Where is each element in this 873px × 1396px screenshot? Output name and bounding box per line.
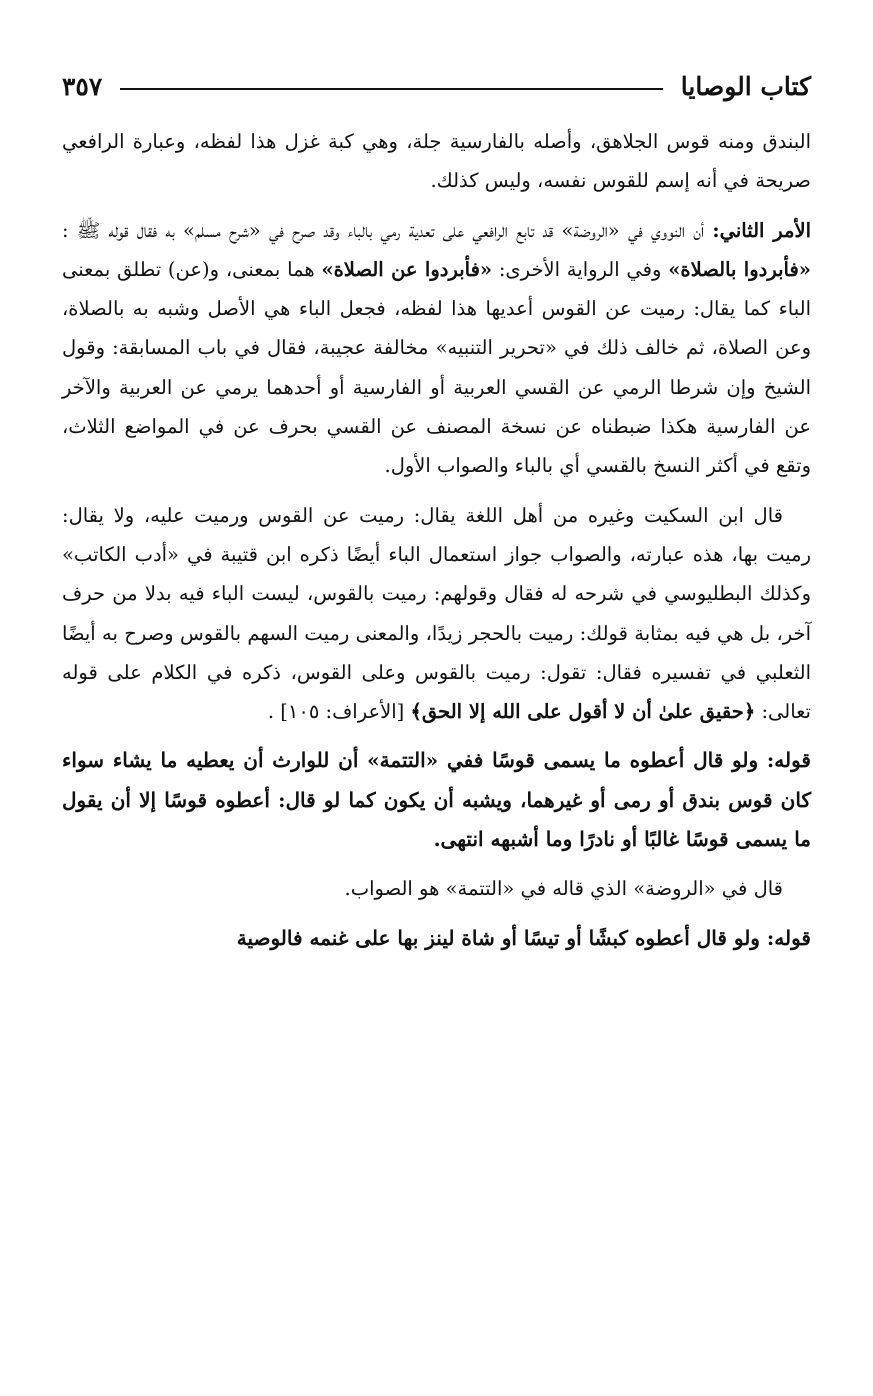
page-body	[62, 122, 811, 968]
paragraph-text: أن النووي في «الروضة» قد تابع الرافعي على تعدية رمي بالباء وقد صرح في «شرح مسلم» به فقال قوله ﷺ :	[62, 218, 713, 242]
paragraph-second-matter	[62, 211, 811, 486]
paragraph-ibn-sikkit	[62, 496, 811, 732]
page-number: ٣٥٧	[62, 71, 103, 101]
hadith-quote: «فأبردوا عن الصلاة»	[321, 257, 493, 281]
paragraph-text: وفي الرواية الأخرى:	[492, 257, 669, 281]
running-title: كتاب الوصايا	[680, 71, 811, 101]
paragraph-quote-ram: قوله: ولو قال أعطوه كبشًا أو تيسًا أو شاة لينز بها على غنمه فالوصية	[236, 925, 811, 950]
paragraph-text: هما بمعنى، و(عن) تطلق بمعنى الباء كما يقال: رميت عن القوس أعديها هذا لفظه، فجعل الباء هي الأصل وشبه به بالصلاة، وعن الصلاة، ثم خالف ذلك في «تحرير التنبيه» مخالفة عجيبة، فقال في باب المسابقة: وقول الشيخ وإن شرطا الرمي عن القسي العربية أو الفارسية أو أحدهما يرمي عن العربية والآخر عن الفارسية هكذا ضبطناه عن نسخة المصنف عن القسي بحرف عن في المواضع الثلاث، وتقع في أكثر النسخ بالقسي أي بالباء والصواب الأول.	[62, 257, 811, 478]
page-header	[62, 66, 811, 106]
section-lead: الأمر الثاني:	[712, 218, 811, 242]
quran-verse: ﴿حقيق علىٰ أن لا أقول على الله إلا الحق﴾	[410, 700, 756, 724]
header-rule	[120, 88, 663, 90]
paragraph-text: قال ابن السكيت وغيره من أهل اللغة يقال: رميت عن القوس ورميت عليه، ولا يقال: رميت بها، هذه عبارته، والصواب جواز استعمال الباء أيضًا ذكره ابن قتيبة في «أدب الكاتب» وكذلك البطليوسي في شرحه له فقال وقولهم: رميت بالقوس، ليست الباء فيه بدلا من حرف آخر، بل هي فيه بمثابة قولك: رميت بالحجر زيدًا، والمعنى رميت السهم بالقوس وصرح به أيضًا الثعلبي في تفسيره فقال: تقول: رميت بالقوس وعلى القوس، ذكره في الكلام على قوله تعالى:	[62, 503, 811, 724]
hadith-quote: «فأبردوا بالصلاة»	[668, 257, 811, 281]
paragraph-rawda: قال في «الروضة» الذي قاله في «التتمة» هو الصواب.	[344, 877, 783, 901]
paragraph-continuation: البندق ومنه قوس الجلاهق، وأصله بالفارسية جلة، وهي كبة غزل هذا لفظه، وعبارة الرافعي صريحة في أنه إسم للقوس نفسه، وليس كذلك.	[62, 130, 811, 193]
paragraph-quote-bow: قوله: ولو قال أعطوه ما يسمى قوسًا ففي «التتمة» أن للوارث أن يعطيه ما يشاء سواء كان قوس بندق أو رمى أو غيرهما، ويشبه أن يكون كما لو قال: أعطوه قوسًا إلا أن يقول ما يسمى قوسًا غالبًا أو نادرًا وما أشبهه انتهى.	[62, 748, 811, 852]
paragraph-text: [الأعراف: ١٠٥] .	[267, 700, 411, 724]
